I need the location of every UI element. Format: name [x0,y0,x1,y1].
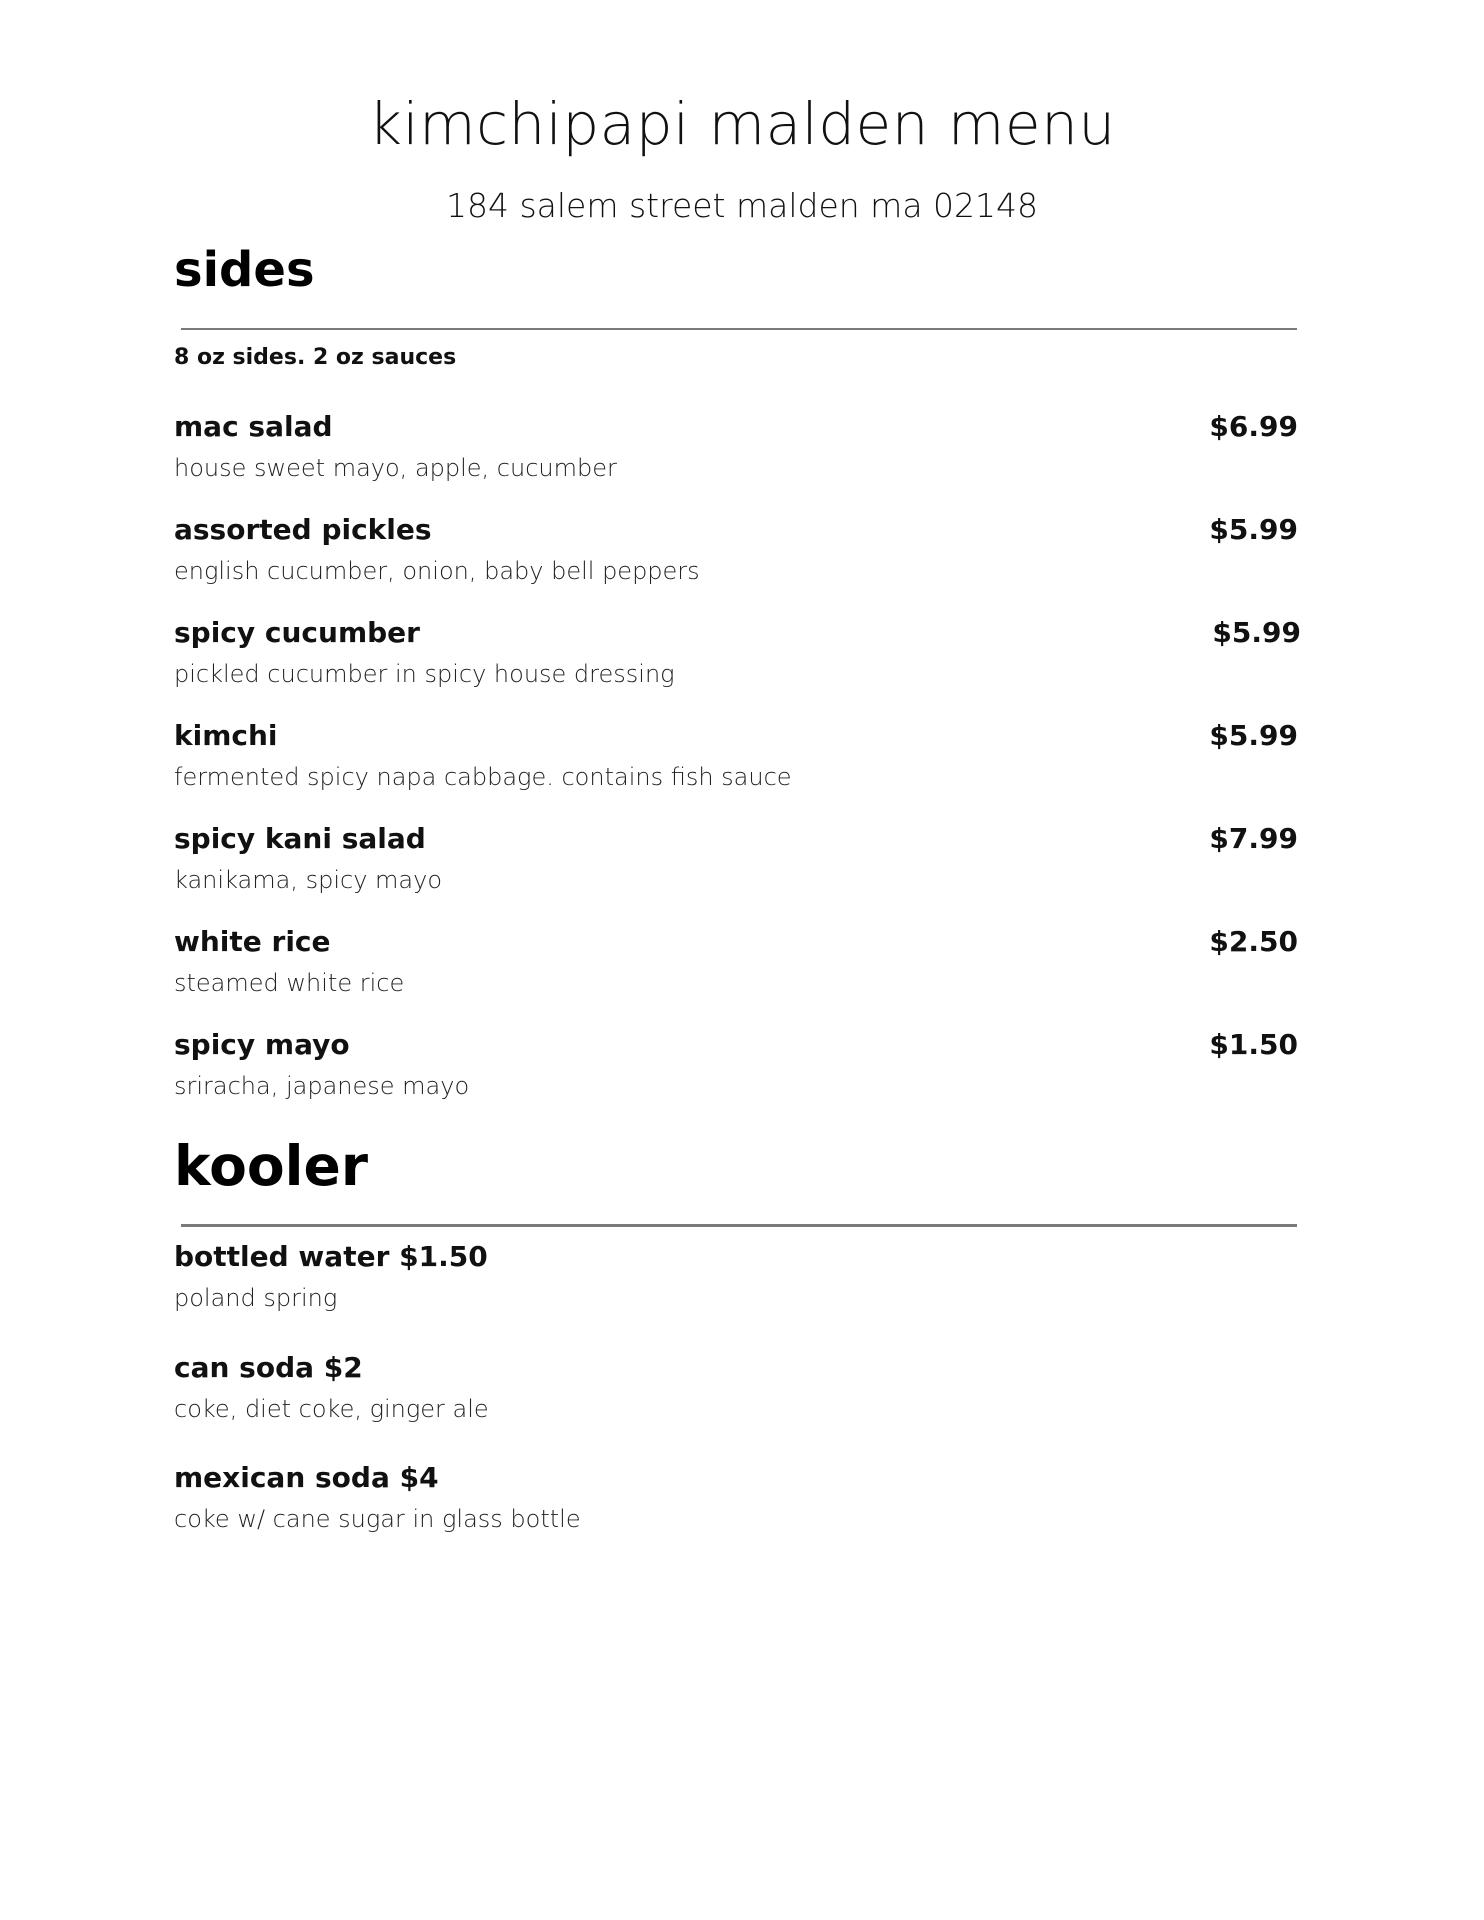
drink-item-mexican-soda [174,1461,1074,1551]
menu-item-white-rice [174,925,1298,1015]
item-price: $7.99 [1209,822,1298,855]
drink-item-bottled-water [174,1240,1074,1330]
item-description: sriracha, japanese mayo [174,1072,470,1100]
restaurant-address: 184 salem street malden ma 02148 [445,186,1039,225]
item-name: mac salad [174,410,333,443]
item-name: white rice [174,925,331,958]
item-price: $2.50 [1209,925,1298,958]
item-name: can soda $2 [174,1351,363,1384]
item-name: bottled water $1.50 [174,1240,488,1273]
item-description: fermented spicy napa cabbage. contains fish sauce [174,763,792,791]
item-description: steamed white rice [174,969,405,997]
sides-heading: sides [174,242,315,298]
item-description: coke, diet coke, ginger ale [174,1395,489,1423]
item-price: $5.99 [1212,616,1301,649]
item-price: $1.50 [1209,1028,1298,1061]
item-name: kimchi [174,719,278,752]
item-name: assorted pickles [174,513,432,546]
item-description: coke w/ cane sugar in glass bottle [174,1505,581,1533]
item-name: spicy mayo [174,1028,350,1061]
menu-item-kimchi [174,719,1298,809]
item-description: house sweet mayo, apple, cucumber [174,454,617,482]
menu-item-mac-salad [174,410,1298,500]
item-description: pickled cucumber in spicy house dressing [174,660,675,688]
drink-item-can-soda [174,1351,1074,1441]
item-name: spicy kani salad [174,822,426,855]
menu-item-assorted-pickles [174,513,1298,603]
sides-note: 8 oz sides. 2 oz sauces [174,345,457,370]
item-price: $5.99 [1209,513,1298,546]
menu-item-spicy-kani-salad [174,822,1298,912]
item-description: english cucumber, onion, baby bell peppers [174,557,700,585]
menu-title: kimchipapi malden menu [368,90,1116,158]
menu-item-spicy-cucumber [174,616,1301,706]
item-price: $6.99 [1209,410,1298,443]
item-name: mexican soda $4 [174,1461,439,1494]
menu-item-spicy-mayo [174,1028,1298,1118]
item-description: poland spring [174,1284,338,1312]
item-name: spicy cucumber [174,616,420,649]
item-price: $5.99 [1209,719,1298,752]
item-description: kanikama, spicy mayo [174,866,442,894]
sides-divider [181,328,1297,330]
kooler-divider [181,1224,1297,1227]
kooler-heading: kooler [174,1134,368,1198]
